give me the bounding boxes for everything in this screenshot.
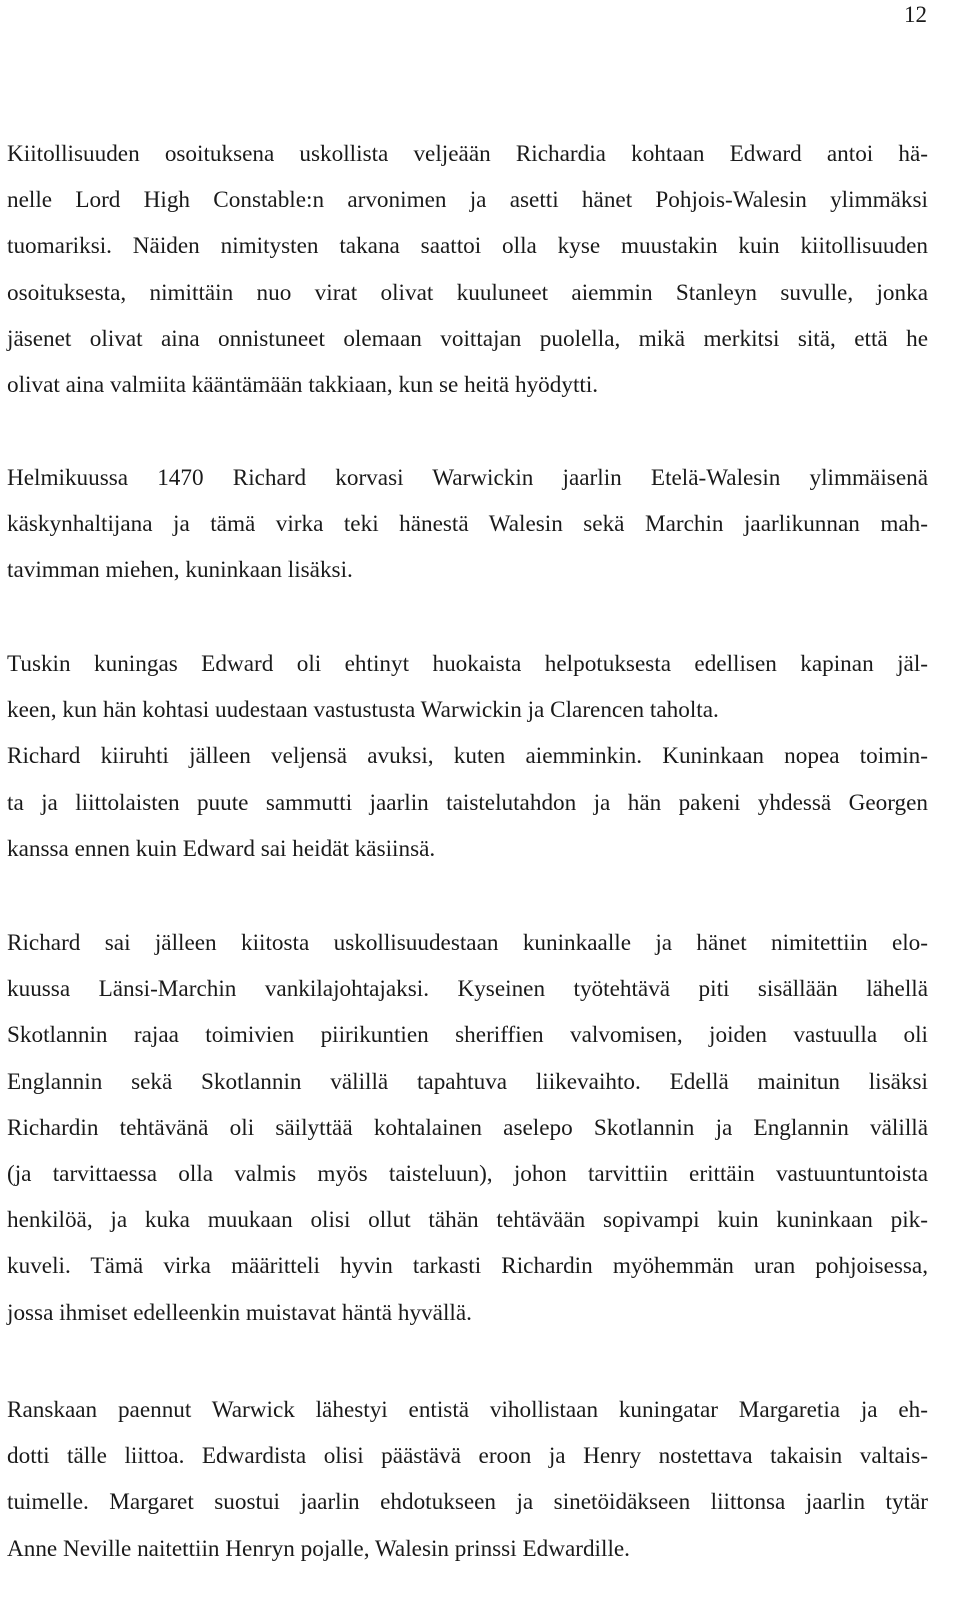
paragraph-line: käskynhaltijana ja tämä virka teki hänestä Walesin sekä Marchin jaarlikunnan mah-	[7, 511, 928, 538]
page-number: 12	[904, 2, 927, 27]
paragraph-line: tuomariksi. Näiden nimitysten takana saattoi olla kyse muustakin kuin kiitollisuuden	[7, 233, 928, 260]
paragraph-line: kuveli. Tämä virka määritteli hyvin tarkasti Richardin myöhemmän uran pohjoisessa,	[7, 1253, 928, 1280]
paragraph-line: olivat aina valmiita kääntämään takkiaan, kun se heitä hyödytti.	[7, 372, 599, 399]
paragraph-line: dotti tälle liittoa. Edwardista olisi päästävä eroon ja Henry nostettava takaisin valtais-	[7, 1443, 928, 1470]
paragraph-line: Richardin tehtävänä oli säilyttää kohtalainen aselepo Skotlannin ja Englannin välillä	[7, 1114, 928, 1141]
paragraph-line: Englannin sekä Skotlannin välillä tapahtuva liikevaihto. Edellä mainitun lisäksi	[7, 1068, 928, 1095]
paragraph-line: nelle Lord High Constable:n arvonimen ja asetti hänet Pohjois-Walesin ylimmäksi	[7, 187, 928, 214]
paragraph-line: Tuskin kuningas Edward oli ehtinyt huokaista helpotuksesta edellisen kapinan jäl-	[7, 651, 928, 677]
paragraph-line: jossa ihmiset edelleenkin muistavat häntä hyvällä.	[7, 1299, 472, 1326]
paragraph-line: osoituksesta, nimittäin nuo virat olivat kuuluneet aiemmin Stanleyn suvulle, jonka	[7, 279, 928, 306]
paragraph-line: ta ja liittolaisten puute sammutti jaarlin taistelutahdon ja hän pakeni yhdessä Georgen	[7, 789, 928, 816]
paragraph-5	[7, 1387, 928, 1572]
paragraph-3	[7, 641, 928, 872]
paragraph-4	[7, 920, 928, 1336]
paragraph-line: henkilöä, ja kuka muukaan olisi ollut tähän tehtävään sopivampi kuin kuninkaan pik-	[7, 1207, 928, 1234]
paragraph-2	[7, 455, 928, 594]
paragraph-line: Kiitollisuuden osoituksena uskollista veljeään Richardia kohtaan Edward antoi hä-	[7, 141, 928, 167]
paragraph-line: keen, kun hän kohtasi uudestaan vastustusta Warwickin ja Clarencen taholta.	[7, 697, 719, 724]
paragraph-1	[7, 131, 928, 408]
paragraph-line: kuussa Länsi-Marchin vankilajohtajaksi. Kyseinen työtehtävä piti sisällään lähellä	[7, 976, 928, 1003]
paragraph-line: kanssa ennen kuin Edward sai heidät käsiinsä.	[7, 835, 436, 862]
paragraph-line: Anne Neville naitettiin Henryn pojalle, Walesin prinssi Edwardille.	[7, 1535, 630, 1562]
paragraph-line: (ja tarvittaessa olla valmis myös taisteluun), johon tarvittiin erittäin vastuuntuntoista	[7, 1161, 928, 1188]
paragraph-line: Helmikuussa 1470 Richard korvasi Warwickin jaarlin Etelä-Walesin ylimmäisenä	[7, 465, 928, 491]
paragraph-line: Skotlannin rajaa toimivien piirikuntien sheriffien valvomisen, joiden vastuulla oli	[7, 1022, 928, 1049]
paragraph-line: Richard kiiruhti jälleen veljensä avuksi, kuten aiemminkin. Kuninkaan nopea toimin-	[7, 743, 928, 770]
paragraph-line: Ranskaan paennut Warwick lähestyi entistä vihollistaan kuningatar Margaretia ja eh-	[7, 1397, 928, 1423]
paragraph-line: tuimelle. Margaret suostui jaarlin ehdotukseen ja sinetöidäkseen liittonsa jaarlin tytär	[7, 1489, 928, 1516]
paragraph-line: tavimman miehen, kuninkaan lisäksi.	[7, 557, 353, 584]
paragraph-line: jäsenet olivat aina onnistuneet olemaan voittajan puolella, mikä merkitsi sitä, että he	[7, 325, 928, 352]
paragraph-line: Richard sai jälleen kiitosta uskollisuudestaan kuninkaalle ja hänet nimitettiin elo-	[7, 930, 928, 956]
